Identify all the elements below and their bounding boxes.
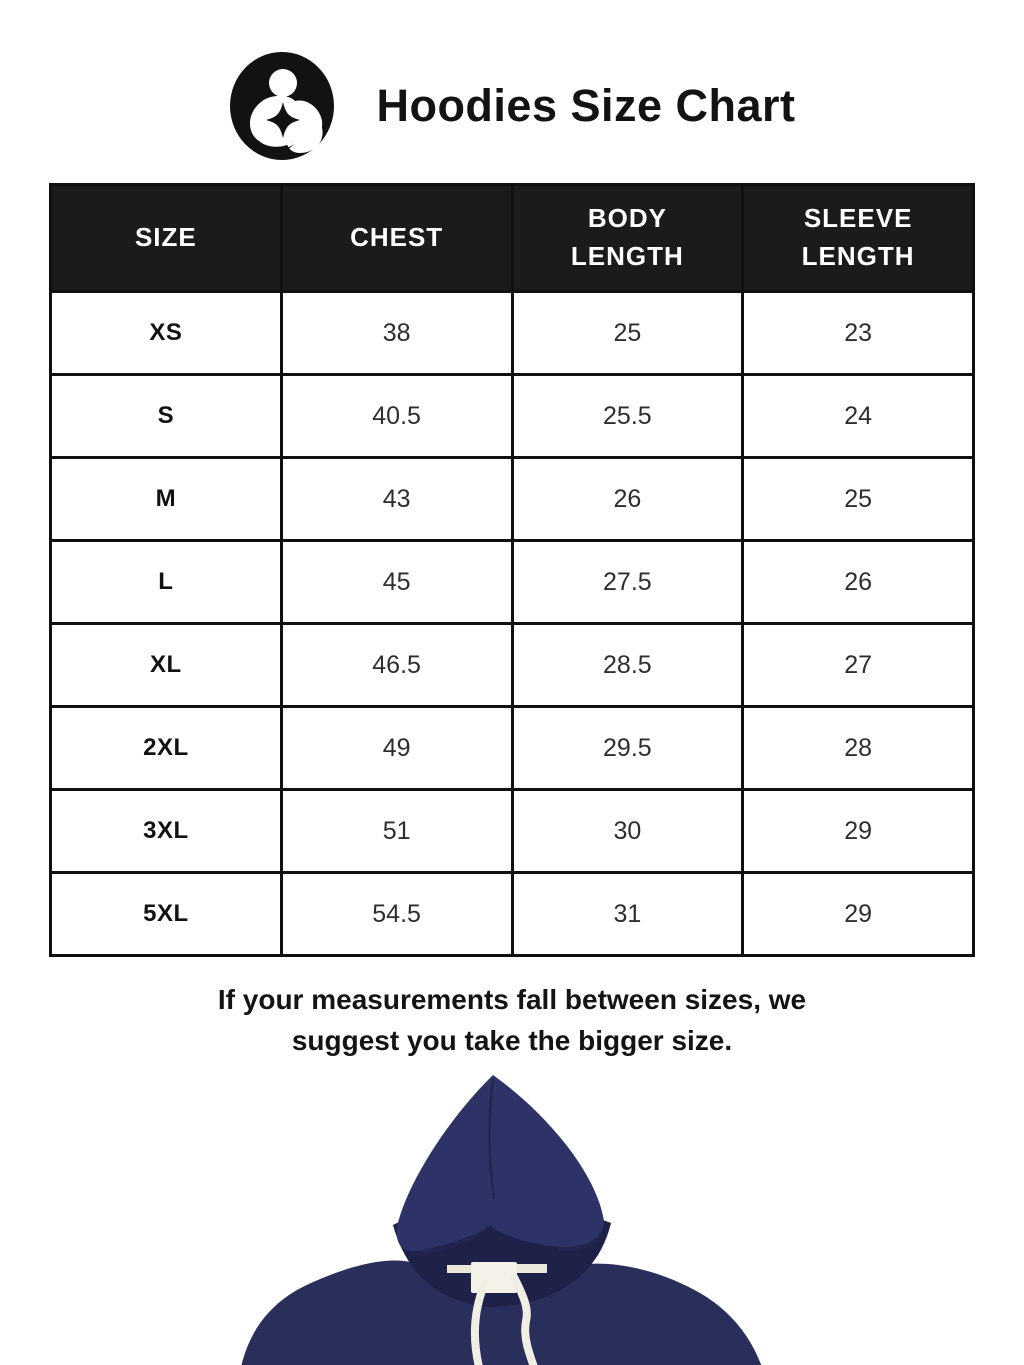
sleeve-length-value: 26 <box>743 541 974 624</box>
body-length-value: 30 <box>512 790 743 873</box>
body-length-value: 28.5 <box>512 624 743 707</box>
table-row <box>51 458 974 541</box>
column-header-body-length: BODY LENGTH <box>512 185 743 292</box>
chest-value: 38 <box>281 292 512 375</box>
chest-value: 45 <box>281 541 512 624</box>
collar-trim-right <box>517 1264 547 1273</box>
sleeve-length-value: 23 <box>743 292 974 375</box>
table-row <box>51 707 974 790</box>
page-title: Hoodies Size Chart <box>376 80 796 131</box>
body-length-value: 26 <box>512 458 743 541</box>
body-length-value: 31 <box>512 873 743 956</box>
size-label: L <box>51 541 282 624</box>
sizing-note-line2: suggest you take the bigger size. <box>291 1024 733 1056</box>
column-header-size: SIZE <box>51 185 282 292</box>
table-header-row <box>51 185 974 292</box>
collar-trim-left <box>447 1265 473 1273</box>
chest-value: 46.5 <box>281 624 512 707</box>
column-header-sleeve-length: SLEEVE LENGTH <box>743 185 974 292</box>
sizing-note <box>0 980 1024 1061</box>
size-label: 3XL <box>51 790 282 873</box>
size-label: XL <box>51 624 282 707</box>
table-row <box>51 873 974 956</box>
chest-value: 40.5 <box>281 375 512 458</box>
table-row <box>51 790 974 873</box>
size-label: 2XL <box>51 707 282 790</box>
size-label: M <box>51 458 282 541</box>
sleeve-length-value: 24 <box>743 375 974 458</box>
sizing-note-line1: If your measurements fall between sizes, we <box>217 984 807 1015</box>
sleeve-length-value: 29 <box>743 873 974 956</box>
chest-value: 49 <box>281 707 512 790</box>
sleeve-length-value: 27 <box>743 624 974 707</box>
body-length-value: 25 <box>512 292 743 375</box>
hoodie-illustration <box>227 1057 797 1365</box>
column-header-chest: CHEST <box>281 185 512 292</box>
size-label: S <box>51 375 282 458</box>
body-length-value: 29.5 <box>512 707 743 790</box>
table-row <box>51 624 974 707</box>
sleeve-length-value: 28 <box>743 707 974 790</box>
chest-value: 54.5 <box>281 873 512 956</box>
size-label: XS <box>51 292 282 375</box>
mother-and-child-logo-icon <box>228 52 336 160</box>
size-label: 5XL <box>51 873 282 956</box>
navy-pullover-hoodie-photo <box>227 1057 797 1365</box>
body-length-value: 27.5 <box>512 541 743 624</box>
chest-value: 51 <box>281 790 512 873</box>
chest-value: 43 <box>281 458 512 541</box>
table-row <box>51 541 974 624</box>
body-length-value: 25.5 <box>512 375 743 458</box>
brand-header <box>0 50 1024 162</box>
table-row <box>51 375 974 458</box>
sleeve-length-value: 29 <box>743 790 974 873</box>
table-row <box>51 292 974 375</box>
size-chart-table <box>49 183 975 957</box>
sleeve-length-value: 25 <box>743 458 974 541</box>
